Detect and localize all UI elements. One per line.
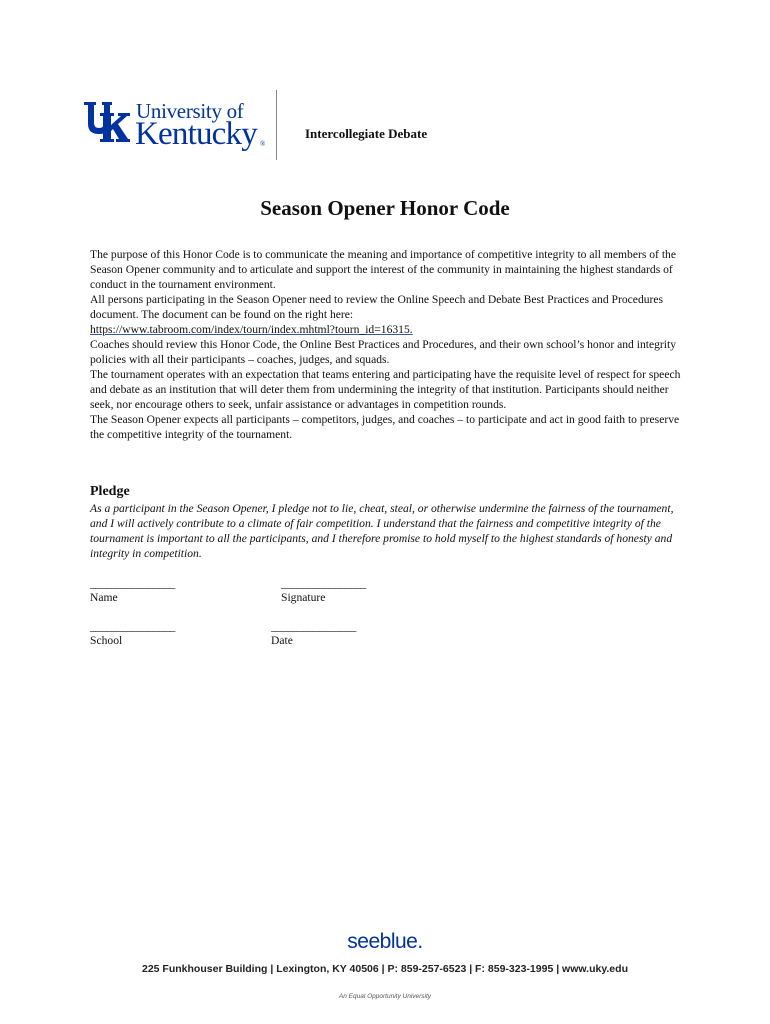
paragraph-expectation: The tournament operates with an expectation that teams entering and participating have the requisite level of respect for speech and debate as an institution that will deter them from undermining the integrity of that institution. Participants should neither seek, nor encourage others to seek, unfair assistance or advantages in competition rounds. xyxy=(90,368,681,411)
tabroom-link[interactable]: https://www.tabroom.com/index/tourn/index.mhtml?tourn_id=16315. xyxy=(90,323,413,336)
department-name: Intercollegiate Debate xyxy=(305,126,428,141)
logo-wordmark-line2: Kentucky xyxy=(135,116,257,152)
paragraph-purpose: The purpose of this Honor Code is to communicate the meaning and importance of competitive integrity to all members of the Season Opener community and to articulate and support the interest of the community in maintaining the highest standards of conduct in the tournament environment. xyxy=(90,248,676,291)
paragraph-good-faith: The Season Opener expects all participants – competitors, judges, and coaches – to participate and act in good faith to preserve the competitive integrity of the tournament. xyxy=(90,413,680,441)
paragraph-review xyxy=(90,292,690,337)
paragraph-coaches: Coaches should review this Honor Code, the Online Best Practices and Procedures, and their own school’s honor and integrity policies with all their participants – coaches, judges, and squads. xyxy=(90,338,677,366)
name-field-line[interactable]: ________________ xyxy=(90,577,175,590)
pledge-heading: Pledge xyxy=(90,484,130,499)
document-title: Season Opener Honor Code xyxy=(260,196,510,220)
paragraph-review-text: All persons participating in the Season Opener need to review the Online Speech and Debate Best Practices and Procedures document. The document can be found on the right here: xyxy=(90,293,664,321)
signature-label: Signature xyxy=(281,591,326,604)
school-label: School xyxy=(90,634,123,647)
date-field-line[interactable]: ________________ xyxy=(271,620,356,633)
footer-contact: 225 Funkhouser Building | Lexington, KY 40506 | P: 859-257-6523 | F: 859-323-1995 | www.uky.edu xyxy=(142,963,628,975)
name-label: Name xyxy=(90,591,118,604)
header-divider xyxy=(276,90,277,160)
pledge-text: As a participant in the Season Opener, I pledge not to lie, cheat, steal, or otherwise undermine the fairness of the tournament, and I will actively contribute to a climate of fair competition. I understand that the fairness and competitive integrity of the tournament is important to all the participants, and I therefore promise to hold myself to the highest standards of honesty and integrity in competition. xyxy=(90,502,674,560)
date-label: Date xyxy=(271,634,293,647)
signature-field-line[interactable]: ________________ xyxy=(281,577,366,590)
document-body xyxy=(90,247,690,442)
seeblue-brand: seeblue. xyxy=(347,930,423,953)
uk-monogram-icon xyxy=(83,101,131,145)
logo-trademark: ® xyxy=(260,140,266,148)
university-logo xyxy=(83,99,273,152)
equal-opportunity-statement: An Equal Opportunity University xyxy=(338,993,432,1000)
school-field-line[interactable]: ________________ xyxy=(90,620,175,633)
logo-wordmark-line1: University of xyxy=(136,99,244,123)
